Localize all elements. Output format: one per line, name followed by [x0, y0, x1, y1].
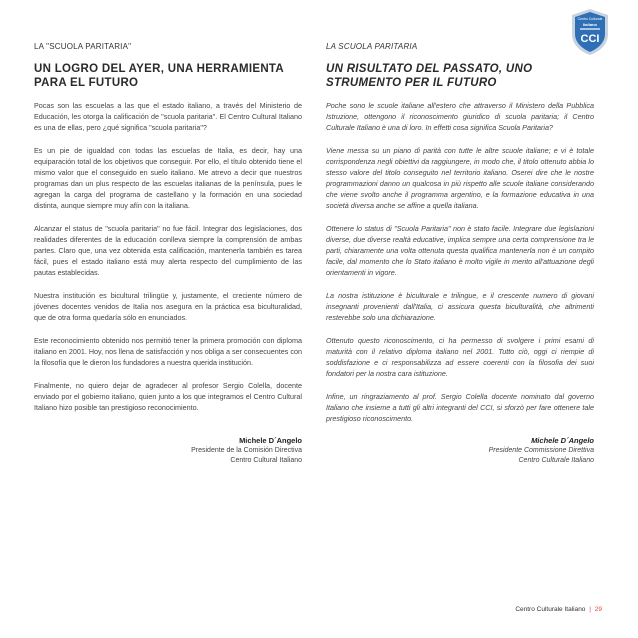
signature-name: Michele D´Angelo: [531, 436, 594, 445]
footer-separator: |: [589, 606, 591, 613]
signature-org: Centro Culturale Italiano: [518, 457, 594, 464]
paragraph: Ottenere lo status di "Scuola Paritaria" non è stato facile. Integrare due legislazioni diverse, due diverse realtà educative, implica sempre una certa comprensione tra le parti, chiaramente una volta ottenuta questa qualifica mantenerla non è un compito facile, dal momento che lo Stato italiano è molto vigile in merito all'attuazione degli orientamenti in vigore.: [326, 224, 594, 277]
article-title: UN LOGRO DEL AYER, UNA HERRAMIENTA PARA EL FUTURO: [34, 63, 284, 89]
section-kicker: LA SCUOLA PARITARIA: [326, 42, 418, 51]
page-footer: [515, 606, 602, 613]
paragraph: Infine, un ringraziamento al prof. Sergio Colella docente nominato dal governo Italiano che insieme a tutti gli altri integranti del CCI, si sforzò per fare ottenere tale prestigioso riconoscimento.: [326, 392, 594, 423]
paragraph: Es un pie de igualdad con todas las escuelas de Italia, es decir, hay una equiparación total de los objetivos que conseguir. Por ello, el título obtenido tiene el mismo valor que el conseguido en suelo italiano. Me atrevo a decir que nuestros programas dan un plus respecto de las escuelas italianas de la península, pues le agregan la carga del programa de castellano y la formación en una sociedad distinta, aunque siempre muy afín con la italiana.: [34, 146, 302, 210]
signature-role: Presidente Commissione Direttiva: [488, 447, 594, 454]
paragraph: La nostra istituzione è biculturale e trilingue, e il crescente numero di giovani insegnanti provenienti dall'Italia, ci assicura questa biculturalità, che altrimenti resterebbe solo una dichiarazione.: [326, 291, 594, 322]
logo-initials: CCI: [580, 33, 600, 45]
footer-org: Centro Culturale Italiano: [515, 606, 586, 613]
cci-logo: [570, 8, 610, 56]
italian-column: [326, 42, 594, 436]
signature-block: [326, 436, 594, 466]
signature-role: Presidente de la Comisión Directiva: [191, 447, 302, 454]
signature-block: [34, 436, 302, 466]
logo-text-middle: Italiano: [582, 22, 598, 27]
signature-name: Michele D´Angelo: [239, 436, 302, 445]
signature-org: Centro Cultural Italiano: [230, 457, 302, 464]
paragraph: Poche sono le scuole italiane all'estero che attraverso il Ministero della Pubblica Istruzione, ottengono il riconoscimento giuridico di scuola paritaria; il Centro Culturale Italiano è una di loro. In effetti cosa significa Scuola Paritaria?: [326, 101, 594, 132]
paragraph: Ottenuto questo riconoscimento, ci ha permesso di svolgere i primi esami di maturità con il relativo diploma italiano nel 2001. Tutto ciò, oggi ci riempie di soddisfazione e ci responsabilizza ad essere coerenti con la filosofia dei suoi fondatori per la nostra cara istituzione.: [326, 336, 594, 378]
paragraph: Alcanzar el status de "scuola paritaria" no fue fácil. Integrar dos legislaciones, dos realidades diferentes de la educación conlleva siempre la comprensión de ambas partes. Claro que, una vez obtenida esta calificación, mantenerla también es tarea fácil, pues el estado italiano está muy alerta respecto del cumplimiento de las pautas establecidas.: [34, 224, 302, 277]
article-title: UN RISULTATO DEL PASSATO, UNO STRUMENTO PER IL FUTURO: [326, 63, 533, 89]
paragraph: Viene messa su un piano di parità con tutte le altre scuole italiane; e vi è totale corrispondenza negli obiettivi da raggiungere, in modo che, il titolo ottenuto abbia lo stesso valore del titolo conseguito nel territorio italiano. Oserei dire che le nostre programmazioni danno un qualcosa in più rispetto alle scuole italiane considerando che viene svolto anche il programma argentino, e la formazione educativa in una società diversa anche se affine a quella italiana.: [326, 146, 594, 210]
paragraph: Pocas son las escuelas a las que el estado italiano, a través del Ministerio de Educación, les otorga la calificación de "scuola paritaria". El Centro Cultural Italiano es una de ellas, pero ¿qué significa "scuola paritaria"?: [34, 101, 302, 132]
paragraph: Nuestra institución es bicultural trilingüe y, justamente, el creciente número de jóvenes docentes venidos de Italia nos asegura en la práctica esa biculturalidad, que de otra forma quedaría sólo en enunciados.: [34, 291, 302, 322]
section-kicker: LA "SCUOLA PARITARIA": [34, 42, 132, 51]
paragraph: Este reconocimiento obtenido nos permitió tener la primera promoción con diploma italiano en 2001. Hoy, nos llena de satisfacción y nos obliga a ser consecuentes con la filosofía que le dieron los fundadores a nuestra querida institución.: [34, 336, 302, 367]
page-number: 29: [594, 606, 602, 613]
spanish-column: [34, 42, 302, 425]
paragraph: Finalmente, no quiero dejar de agradecer al profesor Sergio Colella, docente enviado por el gobierno italiano, quien junto a los que integramos el Centro Cultural Italiano hizo posible tan prestigioso reconocimiento.: [34, 381, 302, 412]
logo-text-top: Centro Culturale: [577, 17, 603, 21]
